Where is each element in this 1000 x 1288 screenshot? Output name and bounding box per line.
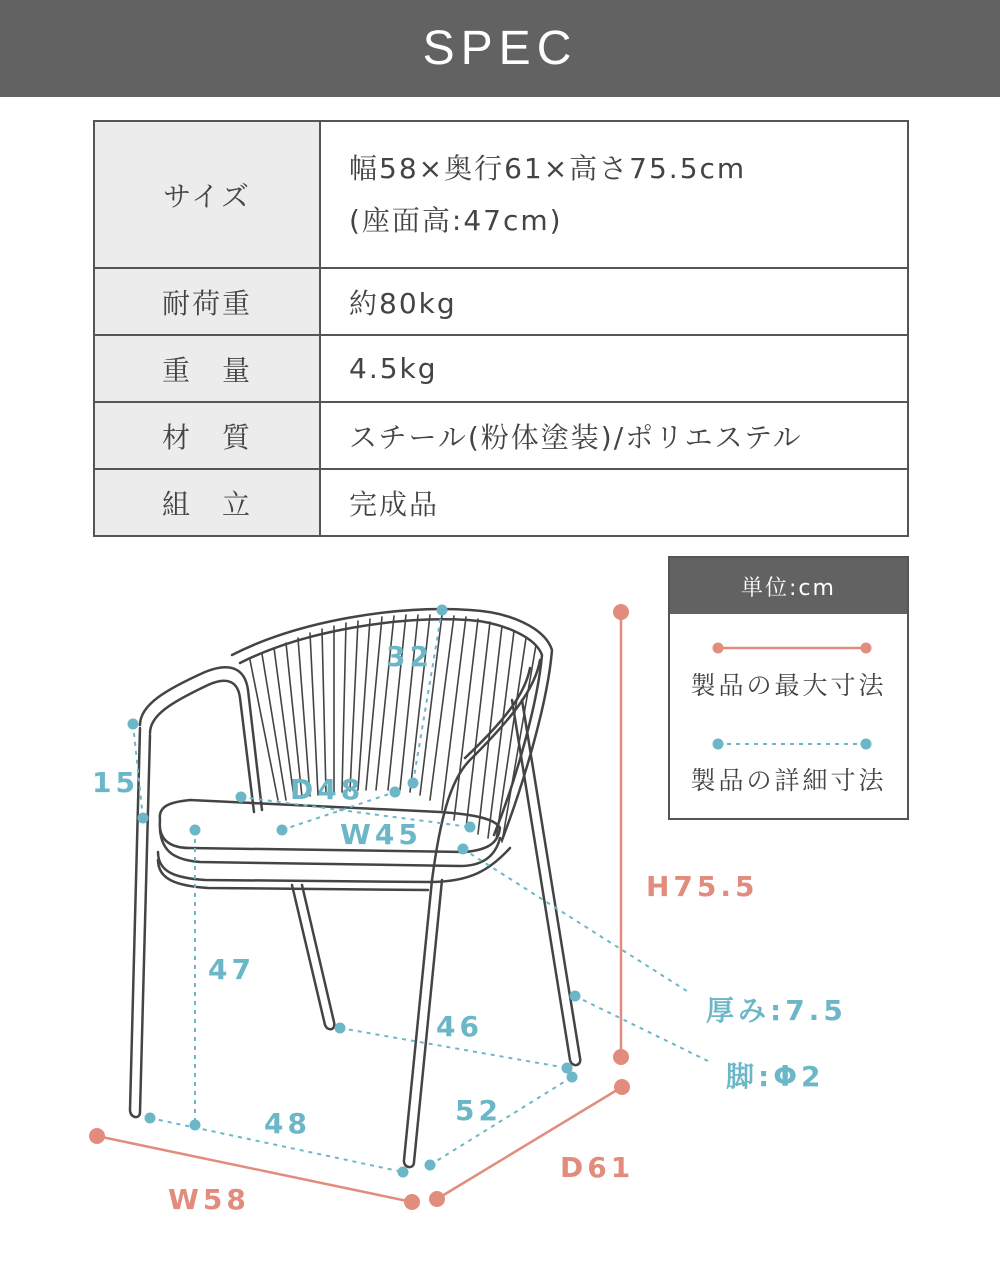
row-label: サイズ	[94, 121, 320, 268]
arm-height-label: 15	[92, 766, 139, 799]
total-depth-label: D61	[560, 1151, 635, 1184]
max-dimension-dots	[89, 604, 630, 1210]
table-row	[94, 121, 908, 268]
table-row	[94, 402, 908, 469]
row-value: スチール(粉体塗装)/ポリエステル	[320, 402, 908, 469]
table-row	[94, 268, 908, 335]
row-value	[320, 121, 908, 268]
row-label: 耐荷重	[94, 268, 320, 335]
row-label: 材 質	[94, 402, 320, 469]
chair-illustration	[130, 609, 580, 1167]
seat-depth-label: D48	[290, 773, 365, 806]
spec-table	[93, 120, 909, 537]
leg-depth-label: 46	[436, 1010, 483, 1043]
row-label: 重 量	[94, 335, 320, 402]
row-label: 組 立	[94, 469, 320, 536]
legend-unit: 単位:cm	[670, 558, 907, 614]
cushion-thickness-label: 厚み:7.5	[706, 994, 847, 1027]
detail-line-sample	[670, 734, 911, 754]
base-depth-label: 52	[455, 1094, 502, 1127]
spec-header	[0, 0, 1000, 97]
back-height-label: 32	[386, 640, 433, 673]
legend-detail-label: 製品の詳細寸法	[690, 766, 887, 795]
table-row	[94, 335, 908, 402]
row-value: 約80kg	[320, 268, 908, 335]
table-row	[94, 469, 908, 536]
value-line: 幅58×奥行61×高さ75.5cm	[349, 151, 747, 185]
seat-width-label: W45	[340, 818, 422, 851]
header-title: SPEC	[422, 22, 578, 75]
row-value: 完成品	[320, 469, 908, 536]
legend-box	[668, 556, 909, 820]
total-width-label: W58	[168, 1183, 250, 1216]
base-width-label: 48	[264, 1107, 311, 1140]
value-line: (座面高:47cm)	[349, 203, 563, 237]
max-line-sample	[670, 638, 911, 658]
row-value: 4.5kg	[320, 335, 908, 402]
leg-diameter-label: 脚:Φ2	[726, 1060, 825, 1093]
legend-max-label: 製品の最大寸法	[690, 671, 887, 700]
total-height-label: H75.5	[646, 870, 759, 903]
seat-height-label: 47	[208, 953, 255, 986]
